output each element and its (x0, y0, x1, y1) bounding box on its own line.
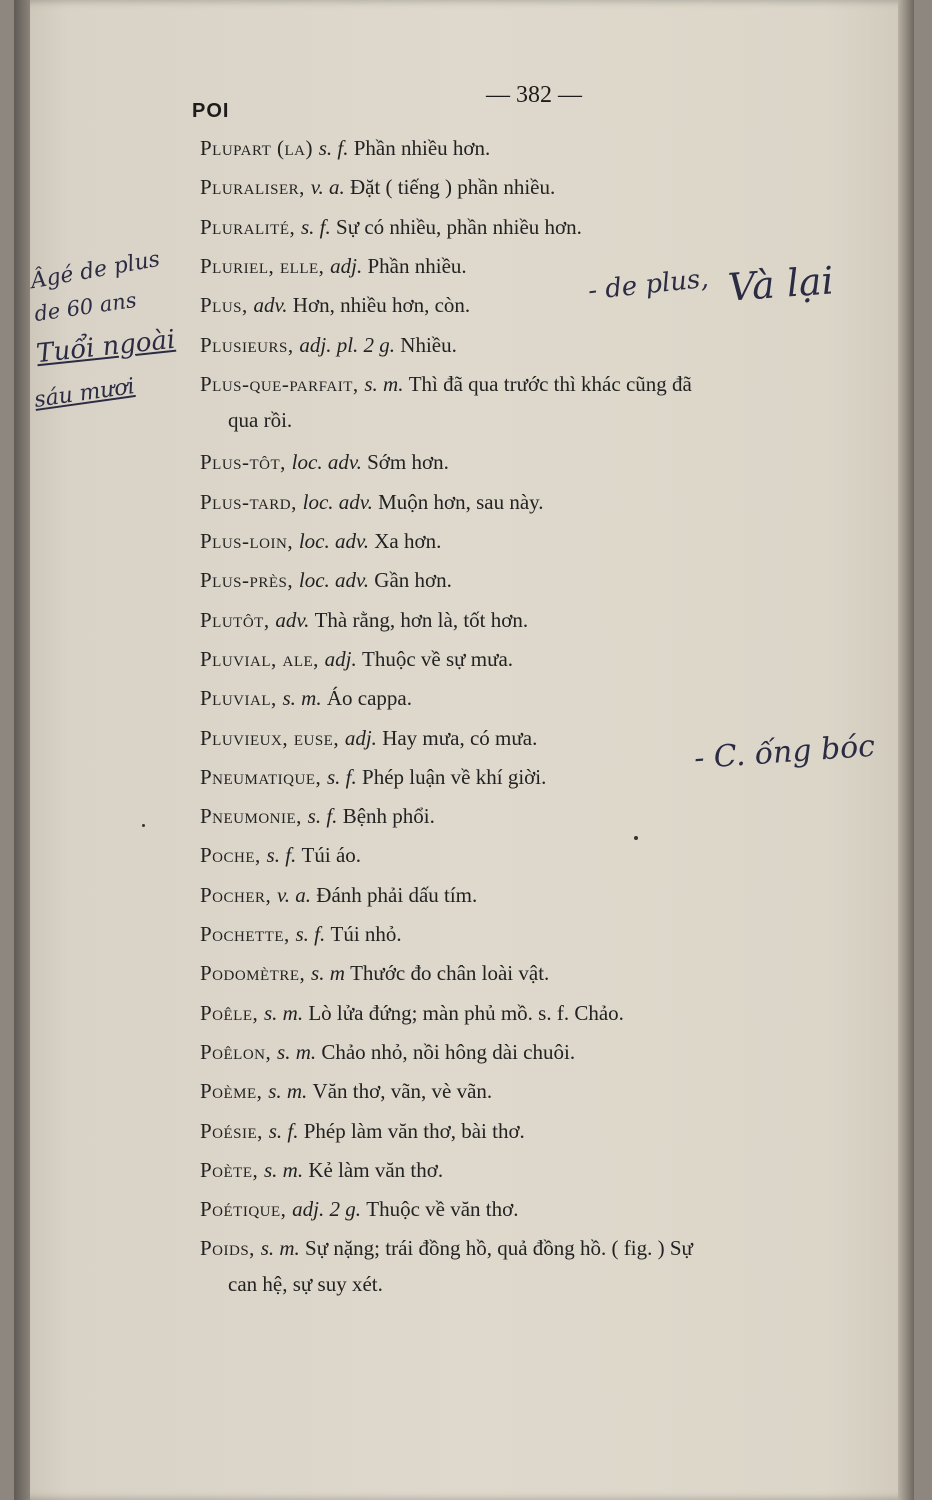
entry-grammar: s. m. (364, 371, 409, 396)
entry-definition: Áo cappa. (326, 686, 412, 711)
entry-grammar: s. f. (295, 922, 331, 946)
entry-headword: Pluvial, (200, 686, 283, 711)
entry-definition: Văn thơ, vãn, vè vãn. (312, 1079, 493, 1104)
entry-headword: Plus-près, (200, 568, 299, 593)
entry-definition: Phần nhiều hơn. (353, 136, 491, 160)
entry-definition: Phần nhiều. (367, 253, 467, 278)
entry-definition: Túi nhỏ. (330, 922, 402, 946)
entry-headword: Plutôt, (200, 607, 276, 632)
dictionary-entry (200, 327, 890, 363)
entry-headword: Poêlon, (200, 1039, 278, 1064)
entry-headword: Pochette, (200, 922, 296, 946)
dictionary-entry (200, 209, 890, 245)
entry-headword: Poêle, (200, 1000, 264, 1025)
dictionary-entry (200, 130, 890, 166)
dictionary-entry (200, 602, 890, 638)
handwritten-margin-note: Tuổi ngoài (34, 324, 177, 370)
entry-grammar: adj. (330, 253, 368, 278)
entry-definition: Lò lửa đứng; màn phủ mồ. s. f. Chảo. (308, 1000, 624, 1025)
entry-grammar: adj. (324, 646, 362, 671)
entry-headword: Poème, (200, 1079, 269, 1104)
dictionary-entry (200, 1191, 890, 1227)
dictionary-entry (200, 169, 890, 205)
dictionary-entry (200, 1113, 890, 1149)
dictionary-entry (200, 366, 890, 438)
entry-definition: Nhiều. (400, 332, 457, 357)
entry-continuation: can hệ, sự suy xét. (228, 1272, 383, 1297)
handwritten-margin-note: de 60 ans (32, 287, 138, 327)
entry-headword: Pocher, (200, 882, 278, 907)
page-right-edge (898, 0, 914, 1500)
entry-grammar: s. m (311, 961, 351, 986)
entry-definition: Thà rằng, hơn là, tốt hơn. (314, 607, 529, 632)
entry-headword: Pluvial, ale, (200, 646, 325, 671)
dictionary-entry (200, 877, 890, 913)
entry-definition: Sự có nhiều, phần nhiều hơn. (336, 214, 582, 239)
dictionary-entry (200, 955, 890, 991)
page-number: — 382 — (486, 82, 582, 108)
entry-grammar: v. a. (277, 882, 317, 907)
entry-headword: Poids, (200, 1236, 261, 1261)
entry-headword: Poète, (200, 1157, 264, 1182)
entry-grammar: s. f. (268, 1118, 304, 1143)
entry-grammar: adj. 2 g. (292, 1197, 367, 1222)
entry-grammar: s. m. (277, 1039, 322, 1064)
entry-grammar: adj. (344, 725, 383, 750)
dictionary-entry (200, 837, 890, 873)
dictionary-entry (200, 680, 890, 716)
entry-headword: Plus-tôt, (200, 450, 292, 475)
entry-grammar: s. f. (301, 214, 337, 239)
entry-grammar: v. a. (310, 175, 350, 200)
entry-headword: Pluralité, (200, 214, 301, 239)
entry-headword: Pluvieux, euse, (200, 725, 345, 750)
entry-grammar: s. f. (307, 804, 343, 829)
entry-headword: Plusieurs, (200, 332, 300, 357)
dictionary-entry (200, 444, 890, 480)
entry-definition: Sớm hơn. (367, 450, 449, 475)
dictionary-entry (200, 1034, 890, 1070)
entry-definition: Sự nặng; trái đồng hồ, quả đồng hồ. ( fig. ) Sự (305, 1236, 693, 1261)
entry-definition: Hơn, nhiều hơn, còn. (292, 293, 471, 318)
dictionary-entry (200, 1152, 890, 1188)
entry-definition: Gần hơn. (374, 568, 452, 593)
handwritten-inline-note: - C. ống bóc (692, 728, 877, 777)
dictionary-entry (200, 523, 890, 559)
entry-grammar: s. m. (264, 1000, 309, 1025)
entry-headword: Poésie, (200, 1118, 269, 1143)
entry-headword: Plus, (200, 293, 254, 318)
dictionary-entry (200, 798, 890, 834)
entry-grammar: loc. adv. (298, 529, 375, 553)
entry-definition: Thước đo chân loài vật. (350, 961, 550, 986)
entry-definition: Thì đã qua trước thì khác cũng đã (408, 371, 692, 396)
entry-grammar: s. m. (264, 1157, 309, 1182)
ink-speck (634, 836, 638, 840)
handwritten-inline-note: Và lại (726, 258, 836, 310)
handwritten-margin-note: Âgé de plus (28, 246, 162, 295)
entry-definition: Kẻ làm văn thơ. (308, 1157, 444, 1182)
dictionary-entry (200, 916, 890, 952)
entry-grammar: adj. pl. 2 g. (299, 332, 401, 357)
entry-definition: Thuộc về sự mưa. (362, 646, 514, 671)
page-spine-shadow (14, 0, 30, 1500)
ink-speck (142, 824, 145, 827)
handwritten-inline-note: - de plus, (586, 263, 710, 307)
handwritten-margin-note: sáu mươi (32, 374, 137, 413)
entry-grammar: loc. adv. (302, 489, 379, 514)
entry-definition: Chảo nhỏ, nồi hông dài chuôi. (321, 1039, 576, 1064)
entry-definition: Thuộc về văn thơ. (366, 1197, 519, 1222)
entry-headword: Plus-tard, (200, 489, 303, 514)
dictionary-entry (200, 1230, 890, 1302)
entry-grammar: s. m. (282, 686, 327, 711)
entry-headword: Plus-loin, (200, 529, 299, 553)
entry-definition: Hay mưa, có mưa. (382, 725, 538, 750)
dictionary-entry (200, 484, 890, 520)
entry-headword: Poche, (200, 843, 267, 868)
entry-grammar: s. m. (260, 1236, 306, 1261)
entry-headword: Pluraliser, (200, 175, 311, 200)
entry-grammar: adv. (253, 293, 293, 318)
dictionary-entry (200, 641, 890, 677)
entry-definition: Đặt ( tiếng ) phần nhiều. (349, 175, 556, 200)
dictionary-entry (200, 562, 890, 598)
entry-headword: Pneumonie, (200, 804, 308, 829)
dictionary-entry (200, 995, 890, 1031)
entry-definition: Xa hơn. (374, 529, 442, 553)
entry-definition: Muộn hơn, sau này. (378, 489, 544, 514)
entry-headword: Plupart (la) (200, 136, 319, 160)
entry-grammar: loc. adv. (291, 450, 368, 475)
entry-grammar: loc. adv. (298, 568, 375, 593)
dictionary-entry (200, 1073, 890, 1109)
entry-definition: Túi áo. (301, 843, 362, 868)
entry-grammar: s. f. (327, 764, 363, 789)
entry-definition: Đánh phải dấu tím. (316, 882, 478, 907)
entry-grammar: adv. (275, 607, 315, 632)
entry-headword: Poétique, (200, 1197, 293, 1222)
entry-continuation: qua rồi. (228, 407, 293, 432)
entry-definition: Phép làm văn thơ, bài thơ. (303, 1118, 525, 1143)
entry-definition: Bệnh phổi. (342, 804, 435, 829)
entry-headword: Plus-que-parfait, (200, 371, 365, 396)
entry-grammar: s. f. (266, 843, 302, 868)
entry-grammar: s. m. (268, 1079, 313, 1104)
entry-headword: Pluriel, elle, (200, 253, 331, 278)
entry-headword: Pneumatique, (200, 764, 327, 789)
running-head: POI (192, 100, 230, 122)
entry-definition: Phép luận về khí giời. (362, 764, 547, 789)
entry-headword: Podomètre, (200, 961, 312, 986)
entry-grammar: s. f. (318, 136, 354, 160)
